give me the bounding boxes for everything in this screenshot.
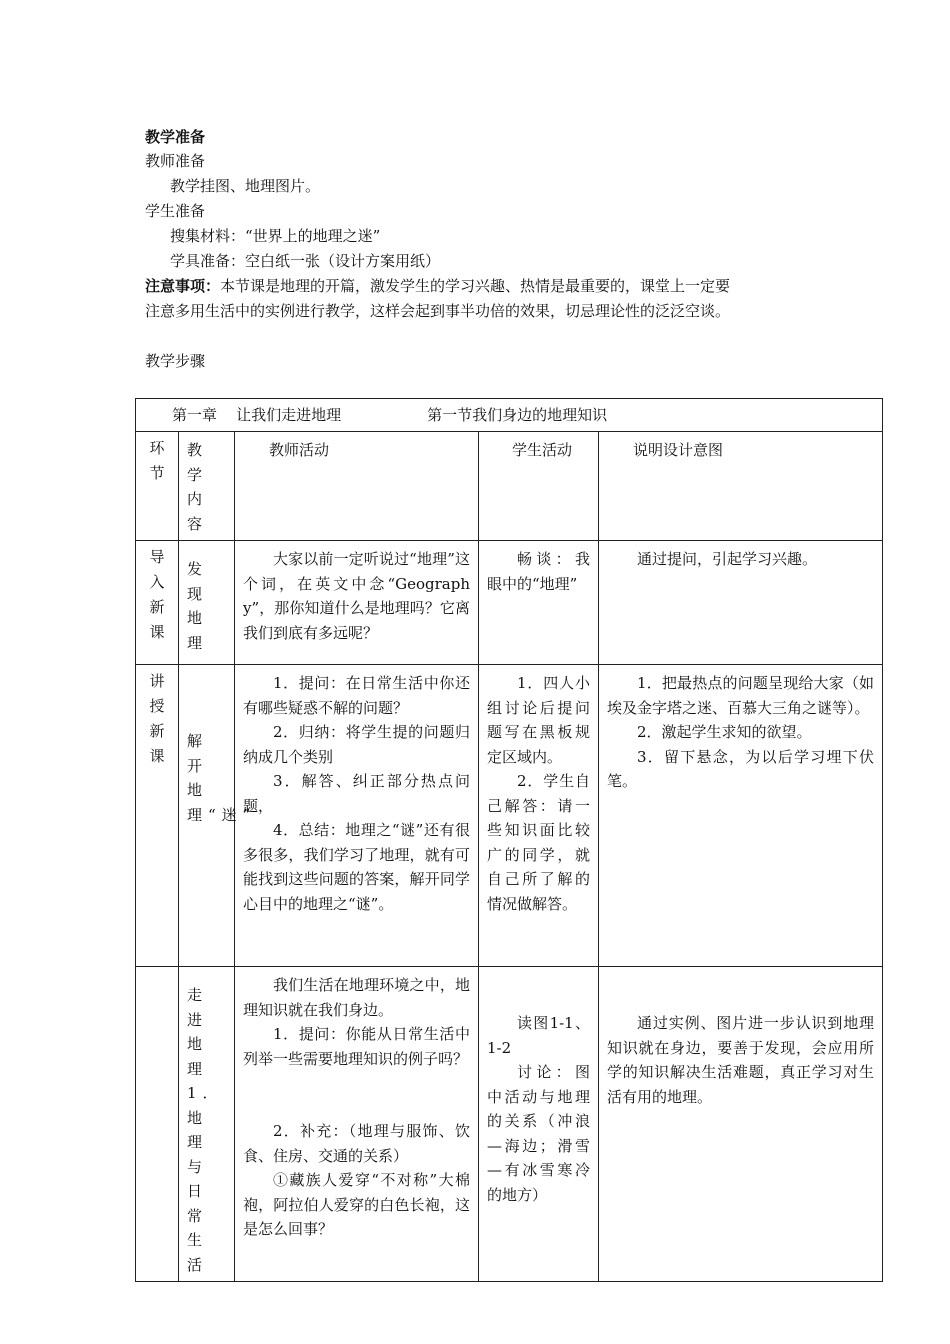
header-content: 教学内容: [187, 441, 213, 533]
table-row: [136, 665, 883, 967]
lesson-plan-table: [135, 398, 883, 1282]
design-paragraph: 通过提问，引起学习兴趣。: [637, 550, 818, 568]
student-prep-item-materials: 搜集材料：“世界上的地理之迷”: [170, 227, 381, 245]
design-paragraph: 1．把最热点的问题呈现给大家（如埃及金字塔之迷、百慕大三角之谜等）。: [607, 674, 875, 717]
student-prep-label: 学生准备: [145, 202, 206, 220]
row-teacher-activity: [235, 665, 478, 920]
header-teacher: 教师活动: [269, 441, 330, 459]
prep-heading: 教学准备: [145, 128, 206, 146]
section-title: 第一节我们身边的地理知识: [427, 406, 608, 424]
teacher-paragraph: 2．归纳：将学生提的问题归纳成几个类别: [243, 723, 470, 766]
teacher-paragraph: 1．提问：你能从日常生活中列举一些需要地理知识的例子吗？: [243, 1025, 470, 1068]
note-text-1: 本节课是地理的开篇，激发学生的学习兴趣、热情是最重要的，课堂上一定要: [220, 277, 731, 295]
row-stage: 导入新课: [149, 548, 165, 641]
teacher-paragraph: 4．总结：地理之“谜”还有很多很多，我们学习了地理，就有可能找到这些问题的答案，解开同学心目中的地理之“谜”。: [243, 821, 470, 913]
student-paragraph: 1．四人小组讨论后提问题写在黑板规定区域内。: [487, 674, 590, 766]
note-text-2: 注意多用生活中的实例进行教学，这样会起到事半功倍的效果，切忌理论性的泛泛空谈。: [145, 302, 731, 320]
teacher-paragraph: 1．提问：在日常生活中你还有哪些疑惑不解的问题？: [243, 674, 470, 717]
row-student-activity: [479, 665, 598, 920]
row-design-intent: [599, 541, 882, 576]
header-design: 说明设计意图: [633, 441, 724, 459]
steps-heading: 教学步骤: [145, 352, 206, 370]
table-row: [136, 541, 883, 665]
row-teacher-activity: [235, 541, 478, 649]
student-paragraph: 2．学生自己解答：请一些知识面比较广的同学，就自己所了解的情况做解答。: [487, 772, 590, 913]
student-prep-item-tools: 学具准备：空白纸一张（设计方案用纸）: [170, 252, 441, 270]
row-teacher-activity: [235, 967, 478, 1246]
note-paragraph-line-1: [145, 276, 730, 296]
row-content: 发现地理: [187, 560, 209, 652]
note-label: 注意事项：: [145, 277, 221, 295]
teacher-prep-label: 教师准备: [145, 152, 206, 170]
student-paragraph: 讨论：图中活动与地理的关系（冲浪—海边；滑雪—有冰雪寒冷的地方）: [487, 1063, 590, 1204]
teacher-paragraph: 我们生活在地理环境之中，地理知识就在我们身边。: [243, 976, 470, 1019]
student-paragraph: 畅谈：我眼中的“地理”: [487, 550, 590, 593]
teacher-paragraph: 2．补充：（地理与服饰、饮食、住房、交通的关系）: [243, 1122, 470, 1165]
row-student-activity: [479, 541, 598, 600]
design-paragraph: 3．留下悬念，为以后学习埋下伏笔。: [607, 747, 875, 790]
teacher-paragraph: 3．解答、纠正部分热点问题，: [243, 772, 470, 815]
row-student-activity: [479, 967, 598, 1211]
row-content: 走进地理1．地理与日常生活: [187, 986, 224, 1274]
row-design-intent: [599, 967, 882, 1113]
teacher-paragraph: 大家以前一定听说过“地理”这个词，在英文中念“Geography”，那你知道什么是地理吗？它离我们到底有多远呢？: [243, 550, 470, 642]
table-header-row: [136, 432, 883, 541]
chapter-title: 第一章 让我们走进地理: [172, 406, 342, 424]
student-paragraph: 读图1-1、1-2: [487, 1014, 590, 1057]
teacher-prep-items: 教学挂图、地理图片。: [170, 177, 321, 195]
design-paragraph: 通过实例、图片进一步认识到地理知识就在身边，要善于发现，会应用所学的知识解决生活难题，真正学习对生活有用的地理。: [607, 1014, 875, 1106]
table-title-row: [136, 399, 883, 432]
header-stage: 环节: [149, 439, 165, 482]
header-student: 学生活动: [512, 441, 573, 459]
row-stage: 讲授新课: [149, 672, 165, 765]
row-content: 解开地理“迷”: [187, 732, 257, 824]
table-row: [136, 967, 883, 1282]
teacher-paragraph: ①藏族人爱穿“不对称”大棉袍，阿拉伯人爱穿的白色长袍，这是怎么回事？: [243, 1171, 470, 1238]
row-design-intent: [599, 665, 882, 798]
design-paragraph: 2．激起学生求知的欲望。: [637, 723, 812, 741]
row-stage: [150, 967, 165, 971]
